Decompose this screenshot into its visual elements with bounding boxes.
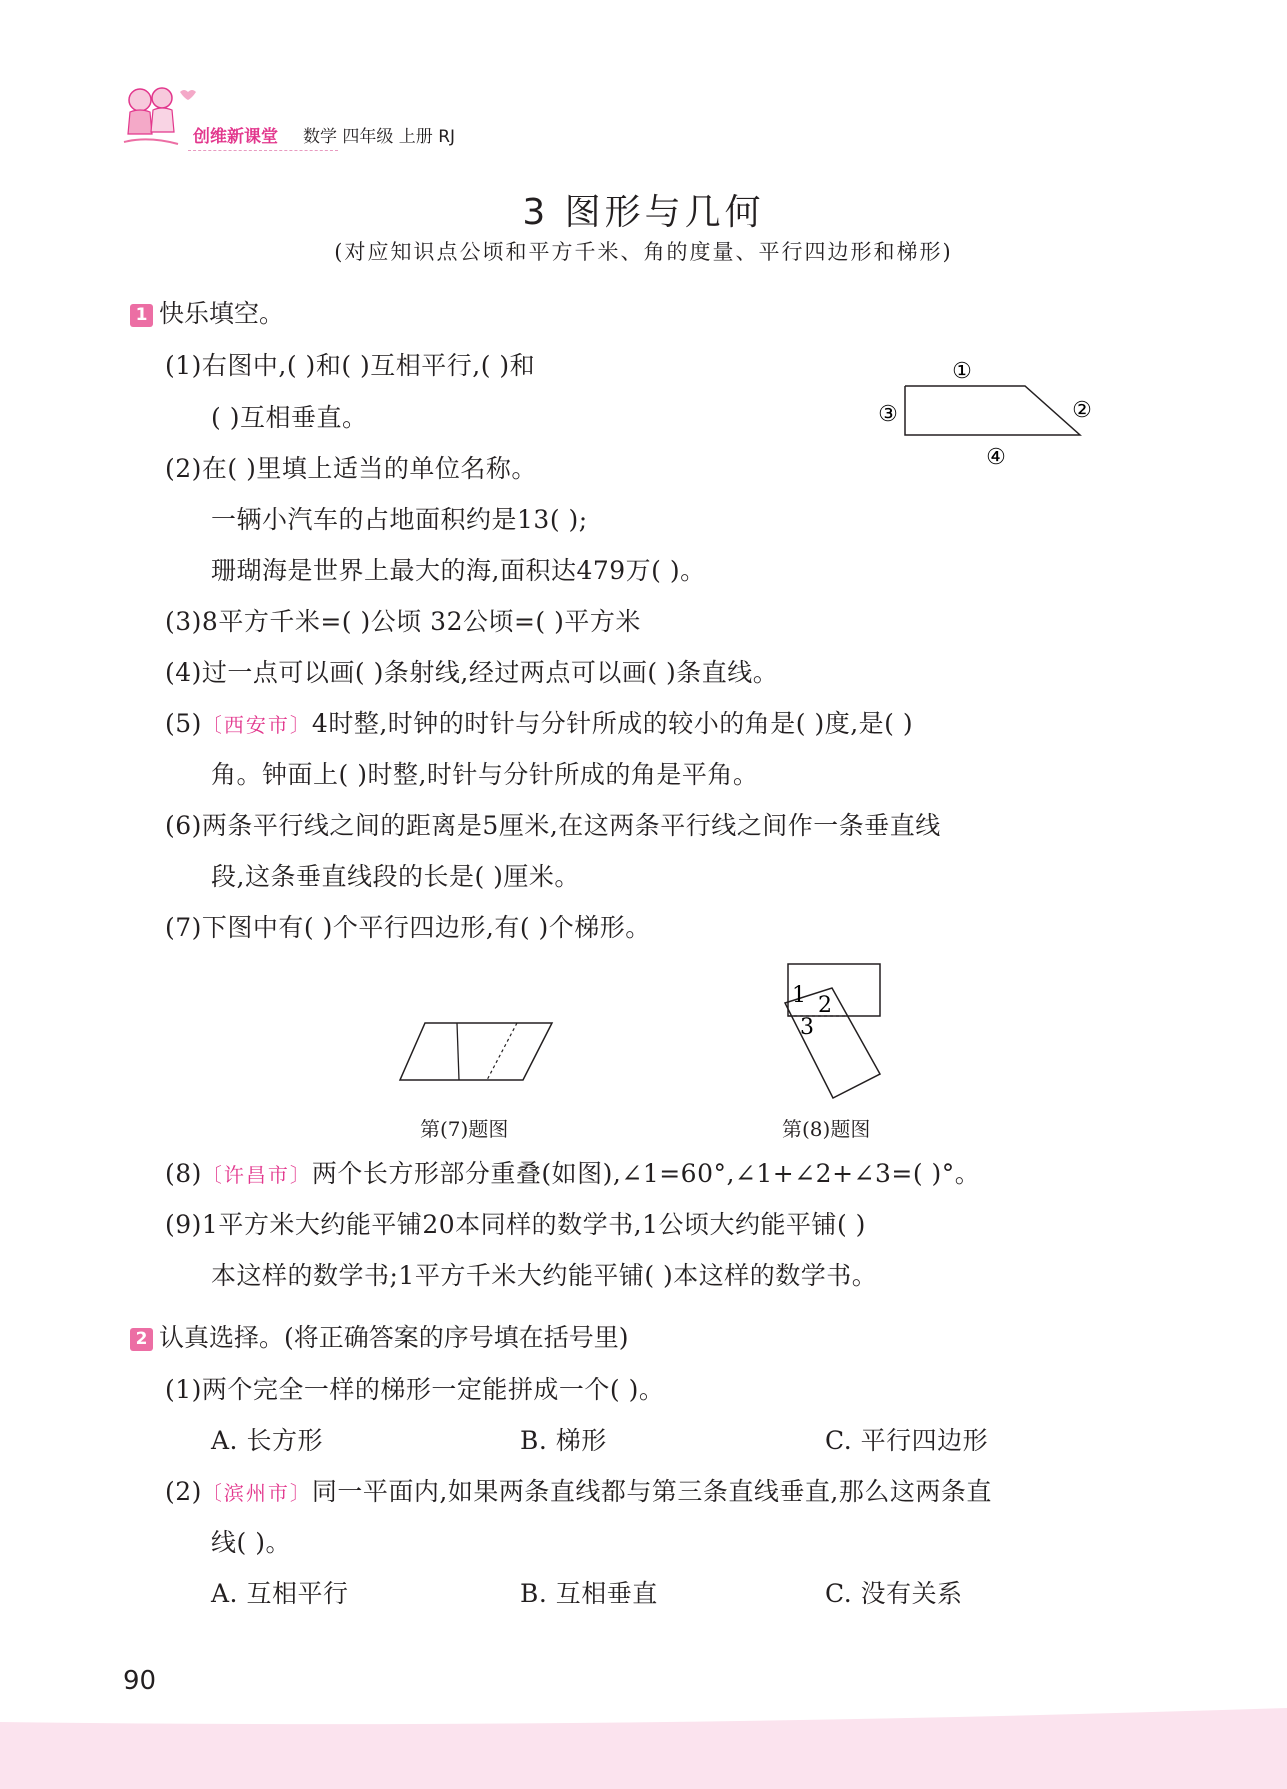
fig-label-1: ① [952,359,972,384]
q1-6-line1: (6)两条平行线之间的距离是5厘米,在这两条平行线之间作一条垂直线 [165,811,941,840]
region-tag-binzhou: 〔滨州市〕 [201,1481,312,1505]
page-title: 3 图形与几何 [522,192,765,233]
q1-8-text: 两个长方形部分重叠(如图),∠1=60°,∠1+∠2+∠3=( )°。 [311,1159,981,1188]
q1-8-line [165,1158,980,1191]
section-1-label: 快乐填空。 [159,299,285,328]
trapezoid-figure [870,350,1110,475]
q1-1-line2: ( )互相垂直。 [211,403,368,432]
q1-2-line2: 一辆小汽车的占地面积约是13( ); [211,505,588,534]
angle-label-3: 3 [800,1015,814,1040]
page-header [118,82,498,152]
region-tag-xian: 〔西安市〕 [201,713,312,737]
q2-2-option-b: B. 互相垂直 [520,1579,658,1608]
q2-2-option-a: A. 互相平行 [211,1579,349,1608]
q1-8-prefix: (8) [165,1159,202,1188]
fig-label-4: ④ [986,445,1006,470]
q2-2-line2: 线( )。 [211,1528,291,1557]
q1-3-line: (3)8平方千米=( )公顷 32公顷=( )平方米 [165,607,641,636]
angle-label-1: 1 [792,983,806,1008]
course-info: 数学 四年级 上册 RJ [303,127,456,147]
q1-5-text: 4时整,时钟的时针与分针所成的较小的角是( )度,是( ) [311,709,914,738]
page-subtitle: (对应知识点公顷和平方千米、角的度量、平行四边形和梯形) [334,240,953,264]
q1-2-line3: 珊瑚海是世界上最大的海,面积达479万( )。 [211,556,706,585]
footer-band [0,1700,1287,1789]
q1-9-line2: 本这样的数学书;1平方千米大约能平铺( )本这样的数学书。 [211,1261,878,1290]
fig-label-3: ③ [878,402,898,427]
q1-6-line2: 段,这条垂直线段的长是( )厘米。 [211,862,580,891]
fig8-caption: 第(8)题图 [782,1117,871,1141]
q1-4-line: (4)过一点可以画( )条射线,经过两点可以画( )条直线。 [165,658,779,687]
fig7-caption: 第(7)题图 [420,1117,509,1141]
section-2-heading [130,1322,629,1354]
section-1-heading [130,298,284,330]
q1-7-line: (7)下图中有( )个平行四边形,有( )个梯形。 [165,913,651,942]
q2-1-line: (1)两个完全一样的梯形一定能拼成一个( )。 [165,1375,665,1404]
fig-label-2: ② [1072,398,1092,423]
section-2-label: 认真选择。(将正确答案的序号填在括号里) [159,1323,629,1352]
q2-1-option-a: A. 长方形 [211,1426,323,1455]
section-1-badge: 1 [130,304,153,327]
q1-1-line1: (1)右图中,( )和( )互相平行,( )和 [165,351,536,380]
section-2-badge: 2 [130,1328,153,1351]
q2-1-option-b: B. 梯形 [520,1426,607,1455]
q1-5-prefix: (5) [165,709,202,738]
region-tag-xuchang: 〔许昌市〕 [201,1163,312,1187]
q1-5-line1 [165,708,913,741]
q2-2-option-c: C. 没有关系 [825,1579,963,1608]
parallelogram-figure [395,1015,555,1085]
brand-name: 创维新课堂 [193,127,278,147]
q2-2-line1 [165,1476,992,1509]
q2-2-prefix: (2) [165,1477,202,1506]
page-number: 90 [123,1666,157,1696]
q2-1-option-c: C. 平行四边形 [825,1426,989,1455]
q2-2-text: 同一平面内,如果两条直线都与第三条直线垂直,那么这两条直 [311,1477,992,1506]
q1-9-line1: (9)1平方米大约能平铺20本同样的数学书,1公顷大约能平铺( ) [165,1210,866,1239]
angle-label-2: 2 [818,993,832,1018]
overlapping-rectangles-figure [780,958,900,1108]
q1-2-line1: (2)在( )里填上适当的单位名称。 [165,454,537,483]
header-divider [188,150,338,151]
q1-5-line2: 角。钟面上( )时整,时针与分针所成的角是平角。 [211,760,759,789]
